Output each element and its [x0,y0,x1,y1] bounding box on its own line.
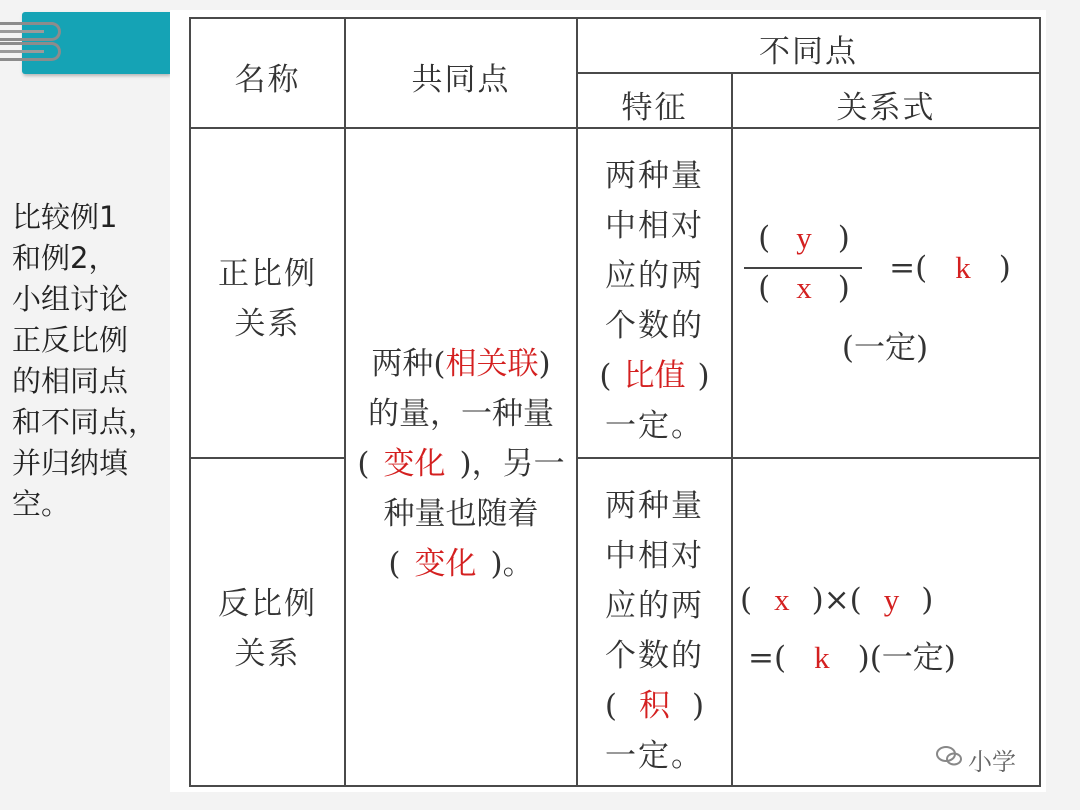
row2-constant-note: (一定) [869,640,956,676]
row2-name-line1: 反比例 [218,586,317,622]
row1-feature-line4: 个数的 [605,308,704,344]
common-line4: 种量也随着 [383,496,539,532]
binder-ring-line [0,50,44,53]
row2-feature-line2: 中相对 [605,538,704,574]
row2-feature-line3: 应的两 [605,588,704,624]
row1-feature-end: 一定。 [605,408,704,444]
header-different: 不同点 [759,34,858,70]
row2-feature-end: 一定。 [605,738,704,774]
row1-equals: =( k ) [889,250,1011,286]
row2-feature-line4: 个数的 [605,638,704,674]
row2-product: ( x )×( y ) [740,582,934,618]
common-line3-post: )，另一 [459,446,565,482]
row1-feature-line1: 两种量 [605,158,704,194]
common-line5-post: )。 [490,546,534,582]
row1-name-line1: 正比例 [218,256,317,292]
common-line1-post: ) [538,346,551,382]
blank-factor-x: x [774,582,790,617]
row1-feature-line2: 中相对 [605,208,704,244]
common-line1 [345,338,577,383]
blank-denominator: x [796,270,812,305]
header-common: 共同点 [411,62,511,98]
row1-constant-note: (一定) [841,330,929,366]
comparison-table [170,10,1046,792]
common-line1-pre: 两种( [371,346,446,382]
row1-feature-line3: 应的两 [605,258,704,294]
blank-change-2: 变化 [414,546,477,581]
blank-related: 相关联 [445,346,539,381]
row1-denominator: ( x ) [758,270,850,306]
row1-numerator: ( y ) [758,220,850,256]
header-formula: 关系式 [836,90,936,126]
blank-numerator: y [796,220,812,255]
blank-ratio: 比值 [623,358,686,393]
common-line2: 的量，一种量 [368,396,554,432]
common-line5: ( 变化 )。 [388,546,534,582]
row2-name-line2: 关系 [234,636,301,672]
row1-feature-blank: ( 比值 ) [599,358,710,394]
row2-equals: =( k )(一定) [748,640,956,676]
blank-product: 积 [639,688,670,723]
fraction-bar [744,267,862,269]
blank-product-k: k [814,640,830,675]
blank-constant-k: k [955,250,971,285]
row1-name-line2: 关系 [234,306,301,342]
row2-feature-blank: ( 积 ) [604,688,705,724]
binder-ring-line [0,30,44,33]
instruction-text: 比较例1 和例2， 小组讨论 正反比例 的相同点 和不同点， 并归纳填 空。 [12,200,158,521]
watermark-text: 小学 [968,748,1016,776]
common-line3: ( 变化 )，另一 [357,446,565,482]
row2-feature-line1: 两种量 [605,488,704,524]
blank-factor-y: y [883,582,900,617]
wechat-icon [935,744,963,768]
header-feature: 特征 [621,90,688,126]
blank-change-1: 变化 [383,446,446,481]
header-name: 名称 [234,62,301,98]
